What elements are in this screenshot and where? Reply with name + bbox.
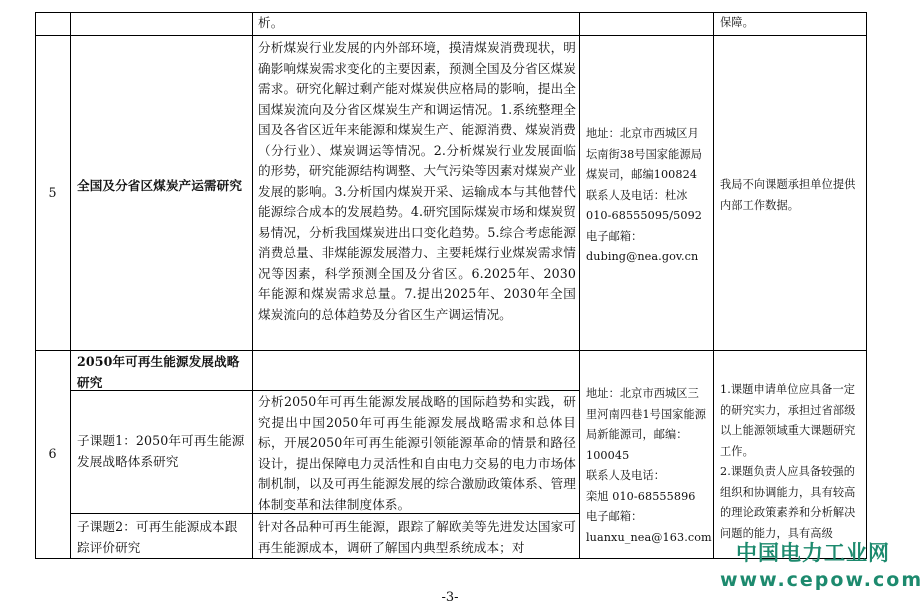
row-divider-6-top [35, 350, 866, 351]
row6-note: 1.课题申请单位应具备一定的研究实力，承担过省部级以上能源领域重大课题研究工作。 2.课题负责人应具备较强的组织和协调能力，具有较高的理论政策素养和分析解决问题的能力，具有高级 [720, 383, 856, 540]
top-row-content-tail: 析。 [258, 15, 284, 30]
row6-number: 6 [48, 446, 57, 461]
row6-sub1-content: 分析2050年可再生能源发展战略的国际趋势和实践，研究提出中国2050年可再生能源发展战略需求和总体目标，开展2050年可再生能源引领能源革命的情景和路径设计，提出保障电力灵活性和自由电力交易的电力市场体制机制，以及可再生能源发展的综合激励政策体系、管理体制变革和法律制度体系。 [258, 394, 576, 512]
col-border-2 [252, 12, 253, 559]
row6-contact: 地址：北京市西城区三里河南四巷1号国家能源局新能源司，邮编：100045 联系人及电话： 栾旭 010-68555896 电子邮箱： luanxu_nea@163.com [586, 387, 712, 544]
row-divider-5-top [35, 35, 866, 36]
col-border-3 [579, 12, 580, 559]
row6-title: 2050年可再生能源发展战略研究 [77, 354, 240, 390]
col-border-4 [713, 12, 714, 559]
row6-sub1-title: 子课题1：2050年可再生能源发展战略体系研究 [77, 433, 245, 469]
row5-number: 5 [48, 185, 57, 200]
top-row-note-tail: 保障。 [720, 16, 754, 29]
col-border-1 [70, 12, 71, 559]
row6-sub2-title: 子课题2：可再生能源成本跟踪评价研究 [77, 519, 238, 555]
col-border-5 [866, 12, 867, 559]
row5-title: 全国及分省区煤炭产运需研究 [77, 178, 243, 193]
watermark-cn: 中国电力工业网 [736, 541, 890, 565]
row5-contact: 地址：北京市西城区月坛南街38号国家能源局煤炭司，邮编100824 联系人及电话：杜冰 010-68555095/5092 电子邮箱： dubing@nea.gov.cn [586, 127, 703, 263]
row6-sub2-content: 针对各品种可再生能源，跟踪了解欧美等先进发达国家可再生能源成本，调研了解国内典型系统成本；对 [258, 519, 576, 555]
row5-note: 我局不向课题承担单位提供内部工作数据。 [720, 178, 856, 212]
col-border-0 [35, 12, 36, 559]
watermark-url: www.cepow.com [720, 569, 923, 591]
row5-content: 分析煤炭行业发展的内外部环境，摸清煤炭消费现状，明确影响煤炭需求变化的主要因素，预测全国及分省区煤炭需求。研究化解过剩产能对煤炭供应格局的影响，提出全国煤炭流向及分省区煤炭生产和调运情况。1.系统整理全国及各省区近年来能源和煤炭生产、能源消费、煤炭消费（分行业）、煤炭调运等情况。2.分析煤炭行业发展面临的形势，研究能源结构调整、大气污染等因素对煤炭产业发展的影响。3.分析国内煤炭开采、运输成本与其他替代能源综合成本的发展趋势。4.研究国际煤炭市场和煤炭贸易情况，分析我国煤炭进出口变化趋势。5.综合考虑能源消费总量、非煤能源发展潜力、主要耗煤行业煤炭需求情况等因素，科学预测全国及分省区。6.2025年、2030年能源和煤炭需求总量。7.提出2025年、2030年全国煤炭流向的总体趋势及分省区生产调运情况。 [258, 40, 576, 322]
page-number: -3- [441, 590, 459, 605]
